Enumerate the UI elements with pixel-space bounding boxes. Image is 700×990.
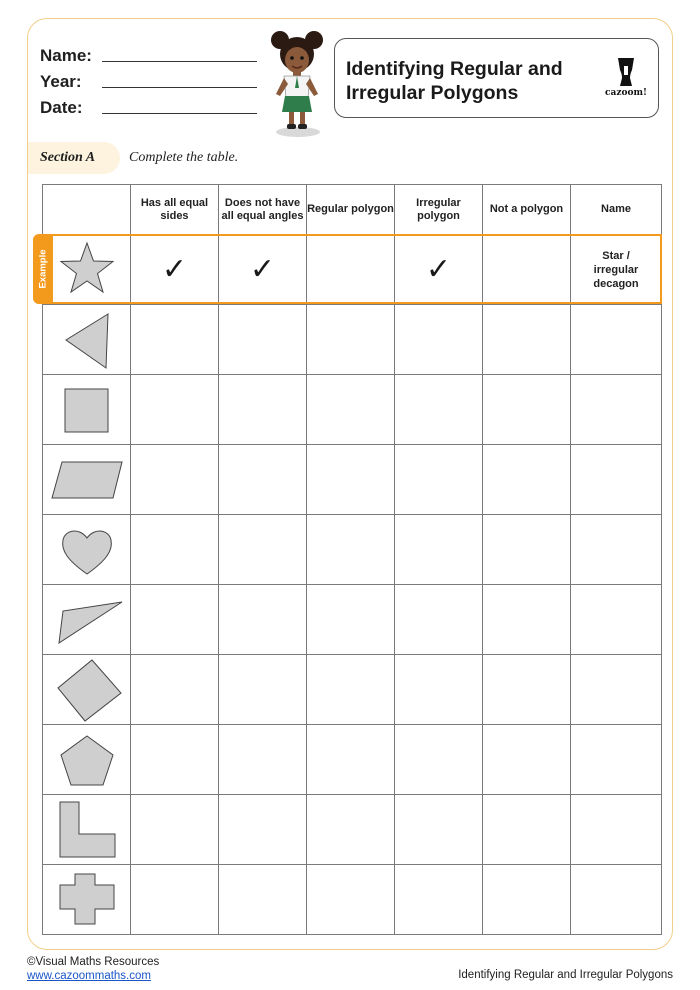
shape-cell	[43, 235, 131, 305]
answer-cell[interactable]	[395, 655, 483, 725]
header-equal-sides: Has all equal sides	[131, 185, 219, 235]
header-regular: Regular polygon	[307, 185, 395, 235]
logo-text: cazoom!	[605, 88, 647, 98]
answer-cell[interactable]	[395, 795, 483, 865]
table-row	[43, 515, 662, 585]
header-row	[43, 185, 662, 235]
name-cell[interactable]	[571, 305, 662, 375]
name-cell[interactable]	[571, 795, 662, 865]
l-shape-icon	[55, 799, 119, 861]
header-unequal-angles: Does not have all equal angles	[219, 185, 307, 235]
star-icon	[57, 240, 117, 300]
table-row	[43, 445, 662, 515]
answer-cell[interactable]	[395, 305, 483, 375]
answer-cell[interactable]	[307, 585, 395, 655]
name-cell[interactable]	[571, 515, 662, 585]
answer-cell[interactable]	[307, 375, 395, 445]
heart-icon	[57, 520, 117, 580]
pentagon-icon	[55, 730, 119, 790]
table-row	[43, 795, 662, 865]
name-label: Name:	[40, 46, 92, 65]
answer-cell[interactable]	[395, 865, 483, 935]
answer-cell[interactable]	[307, 795, 395, 865]
answer-cell[interactable]	[219, 585, 307, 655]
footer-title: Identifying Regular and Irregular Polygons	[458, 969, 673, 981]
name-cell[interactable]	[571, 725, 662, 795]
answer-cell[interactable]	[307, 655, 395, 725]
title-box	[334, 38, 659, 118]
student-illustration	[262, 26, 334, 138]
table-row	[43, 725, 662, 795]
shape-cell	[43, 515, 131, 585]
name-line	[102, 61, 257, 62]
header-name: Name	[571, 185, 662, 235]
answer-cell[interactable]	[395, 375, 483, 445]
check-icon: ✓	[249, 252, 276, 287]
answer-cell[interactable]	[395, 515, 483, 585]
student-details	[40, 43, 102, 121]
answer-cell[interactable]	[219, 445, 307, 515]
polygon-table	[42, 184, 662, 935]
instruction-text: Complete the table.	[129, 150, 239, 165]
table-row	[43, 865, 662, 935]
table-row	[43, 585, 662, 655]
check-icon: ✓	[425, 252, 452, 287]
answer-cell[interactable]	[395, 585, 483, 655]
name-cell[interactable]	[571, 585, 662, 655]
rotated-square-icon	[51, 657, 123, 723]
table-row	[43, 655, 662, 725]
answer-cell[interactable]	[483, 585, 571, 655]
answer-cell	[307, 235, 395, 305]
answer-cell	[483, 235, 571, 305]
section-label: Section A	[40, 150, 96, 165]
answer-cell[interactable]	[483, 655, 571, 725]
year-line	[102, 87, 257, 88]
answer-cell[interactable]	[483, 305, 571, 375]
year-field[interactable]	[40, 69, 102, 95]
shape-cell	[43, 445, 131, 515]
check-icon: ✓	[161, 252, 188, 287]
answer-cell[interactable]	[307, 515, 395, 585]
date-field[interactable]	[40, 95, 102, 121]
answer-cell[interactable]	[483, 865, 571, 935]
section-tab	[28, 142, 120, 174]
answer-cell[interactable]	[131, 865, 219, 935]
example-row	[43, 235, 662, 305]
name-cell	[571, 235, 662, 305]
copyright-text: ©Visual Maths Resources	[27, 956, 160, 968]
shape-cell	[43, 795, 131, 865]
shape-cell	[43, 375, 131, 445]
answer-cell[interactable]	[483, 725, 571, 795]
answer-cell[interactable]	[131, 445, 219, 515]
answer-cell[interactable]	[131, 375, 219, 445]
answer-cell[interactable]	[483, 445, 571, 515]
thin-triangle-icon	[49, 590, 125, 650]
answer-cell[interactable]	[307, 445, 395, 515]
answer-cell[interactable]	[219, 795, 307, 865]
header-shape	[43, 185, 131, 235]
example-badge-text: Example	[37, 249, 49, 289]
answer-cell[interactable]	[307, 305, 395, 375]
shape-cell	[43, 305, 131, 375]
answer-cell[interactable]	[131, 515, 219, 585]
parallelogram-icon	[49, 450, 125, 510]
website-link[interactable]: www.cazoommaths.com	[27, 970, 151, 982]
cazoom-logo	[601, 56, 651, 100]
header-not-polygon: Not a polygon	[483, 185, 571, 235]
date-label: Date:	[40, 98, 83, 117]
answer-cell	[395, 235, 483, 305]
answer-cell[interactable]	[219, 865, 307, 935]
answer-cell[interactable]	[395, 445, 483, 515]
answer-cell[interactable]	[219, 305, 307, 375]
answer-cell	[219, 235, 307, 305]
name-cell[interactable]	[571, 865, 662, 935]
name-cell[interactable]	[571, 445, 662, 515]
header-irregular: Irregular polygon	[395, 185, 483, 235]
answer-cell[interactable]	[307, 725, 395, 795]
table-row	[43, 375, 662, 445]
square-icon	[57, 380, 117, 440]
answer-cell[interactable]	[131, 585, 219, 655]
date-line	[102, 113, 257, 114]
answer-cell	[131, 235, 219, 305]
triangle-icon	[57, 310, 117, 370]
shape-cell	[43, 725, 131, 795]
answer-cell[interactable]	[219, 725, 307, 795]
shape-cell	[43, 865, 131, 935]
table-row	[43, 305, 662, 375]
example-badge	[33, 234, 53, 304]
answer-cell[interactable]	[219, 375, 307, 445]
logo-icon	[601, 56, 651, 88]
answer-cell[interactable]	[131, 795, 219, 865]
footer-left	[27, 955, 159, 983]
answer-cell[interactable]	[131, 305, 219, 375]
example-name-text: Star / irregular decagon	[593, 249, 639, 290]
answer-cell[interactable]	[307, 865, 395, 935]
name-cell[interactable]	[571, 375, 662, 445]
shape-cell	[43, 585, 131, 655]
name-cell[interactable]	[571, 655, 662, 725]
answer-cell[interactable]	[395, 725, 483, 795]
answer-cell[interactable]	[131, 655, 219, 725]
answer-cell[interactable]	[483, 375, 571, 445]
answer-cell[interactable]	[131, 725, 219, 795]
name-field[interactable]	[40, 43, 102, 69]
worksheet-title: Identifying Regular and Irregular Polygons	[346, 58, 563, 104]
cross-icon	[55, 869, 119, 931]
shape-cell	[43, 655, 131, 725]
year-label: Year:	[40, 72, 82, 91]
answer-cell[interactable]	[483, 515, 571, 585]
answer-cell[interactable]	[219, 655, 307, 725]
answer-cell[interactable]	[219, 515, 307, 585]
answer-cell[interactable]	[483, 795, 571, 865]
